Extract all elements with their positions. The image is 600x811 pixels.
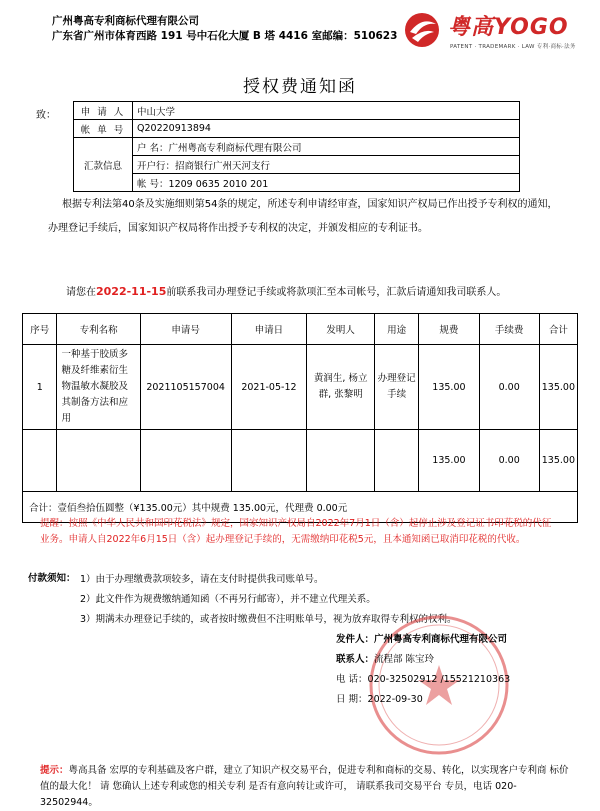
to-label: 致： [36, 110, 56, 121]
col-header: 申请日 [231, 314, 307, 345]
date-label: 日 期： [336, 694, 368, 705]
note-item: 2）此文件作为规费缴纳通知函（不再另行邮寄），并不建立代理关系。 [80, 594, 376, 605]
cell-purpose: 办理登记手续 [375, 345, 419, 430]
col-header: 合计 [539, 314, 577, 345]
date-value: 2022-09-30 [367, 694, 423, 705]
col-header: 用途 [375, 314, 419, 345]
logo-text: 粤高YOGO [448, 15, 569, 40]
logo-subtitle: PATENT · TRADEMARK · LAW 专利·商标·法务 [450, 44, 576, 50]
bank-value: 招商银行广州天河支行 [175, 160, 271, 172]
recipient-table [73, 101, 520, 192]
sender-row [336, 630, 510, 650]
applicant-label: 申 请 人 [74, 102, 133, 120]
acct-value: 1209 0635 2010 201 [168, 178, 269, 190]
account-label: 帐 单 号 [74, 120, 133, 138]
notice-after: 前联系我司办理登记手续或将款项汇至本司帐号，汇款后请通知我司联系人。 [166, 287, 507, 298]
sender-value: 广州粤高专利商标代理有限公司 [374, 634, 508, 645]
sender-block [336, 630, 510, 710]
cell-name: 一种基于胶质多糖及纤维素衍生物温敏水凝胶及其制备方法和应用 [57, 345, 140, 430]
phone-value: 020-32502912 /15521210363 [367, 674, 511, 685]
remit-label: 汇款信息 [74, 138, 133, 192]
cell-app-no: 2021105157004 [140, 345, 231, 430]
subtotal-row [23, 430, 578, 492]
col-header: 申请号 [140, 314, 231, 345]
cell-app-date: 2021-05-12 [231, 345, 307, 430]
tip-line2: 交易平台 专员，电话 020-32502944。 [40, 781, 517, 808]
date-row [336, 690, 510, 710]
bank-label: 开户行： [137, 160, 176, 172]
fee-table [22, 313, 578, 523]
account-value: Q20220913894 [133, 120, 520, 138]
payee-value: 广州粤高专利商标代理有限公司 [168, 142, 302, 154]
note-item: 3）期满未办理登记手续的，或者按时缴费但不注明账单号，视为放弃取得专利权的权利。 [80, 614, 457, 625]
cell-fee: 135.00 [419, 345, 479, 430]
stamp-tax-reminder: 提醒：按照《中华人民共和国印花税法》规定，国家知识产权局自2022年7月1日（含）起停止涉及登记证书印花税的代征业务。申请人自2022年6月15日（含）起办理登记手续的，无需缴纳印花税5元，且本通知函已取消印花税的代收。 [40, 518, 552, 545]
applicant-value: 中山大学 [133, 102, 520, 120]
logo-icon [402, 10, 442, 50]
phone-row [336, 670, 510, 690]
bank-row [133, 156, 520, 174]
acct-row [133, 174, 520, 192]
cell-total: 135.00 [539, 345, 577, 430]
payee-label: 户 名： [137, 142, 169, 154]
col-header: 专利名称 [57, 314, 140, 345]
col-header: 序号 [23, 314, 57, 345]
notes-label: 付款须知： [28, 573, 76, 584]
page-title: 授权费通知函 [243, 77, 357, 97]
sender-label: 发件人： [336, 634, 375, 645]
company-name: 广州粤高专利商标代理有限公司 [52, 15, 199, 27]
note-item: 1）由于办理缴费款项较多，请在支付时提供我司账单号。 [80, 574, 324, 585]
tip-prefix: 提示： [40, 765, 69, 776]
cell-service: 0.00 [479, 345, 539, 430]
contact-row [336, 650, 510, 670]
grand-total: 合计：壹佰叁拾伍圆整（¥135.00元）其中规费 135.00元，代理费 0.00元 [23, 492, 578, 523]
subtotal-service: 0.00 [479, 430, 539, 492]
company-address: 广东省广州市体育西路 191 号中石化大厦 B 塔 4416 室邮编：510623 [52, 30, 398, 42]
body-paragraph: 根据专利法第40条及实施细则第54条的规定，所述专利申请经审查，国家知识产权局已作出授予专利权的通知，办理登记手续后，国家知识产权局将作出授予专利权的决定，并颁发相应的专利证书。 [48, 199, 558, 234]
tip-text: 粤高具备 宏厚的专利基础及客户群，建立了知识产权交易平台，促进专利和商标的交易、转化，以实现客户专利商 标价值的最大化！ 请 您确认上述专利或您的相关专利 是否有意向转让或许可， 请联系我司 [40, 765, 569, 792]
acct-label: 帐 号： [137, 178, 169, 190]
phone-label: 电 话： [336, 674, 368, 685]
col-header: 规费 [419, 314, 479, 345]
contact-label: 联系人： [336, 654, 375, 665]
deadline-date: 2022-11-15 [96, 285, 167, 298]
payee-row [133, 138, 520, 156]
subtotal-total: 135.00 [539, 430, 577, 492]
tip-block [40, 763, 570, 811]
subtotal-fee: 135.00 [419, 430, 479, 492]
col-header: 手续费 [479, 314, 539, 345]
table-row [23, 345, 578, 430]
contact-value: 流程部 陈宝玲 [374, 654, 435, 665]
cell-no: 1 [23, 345, 57, 430]
cell-inventors: 黄润生, 杨立群, 张黎明 [307, 345, 375, 430]
col-header: 发明人 [307, 314, 375, 345]
table-header-row [23, 314, 578, 345]
deadline-notice [66, 283, 506, 298]
notice-before: 请您在 [66, 287, 96, 298]
company-header [52, 14, 397, 44]
